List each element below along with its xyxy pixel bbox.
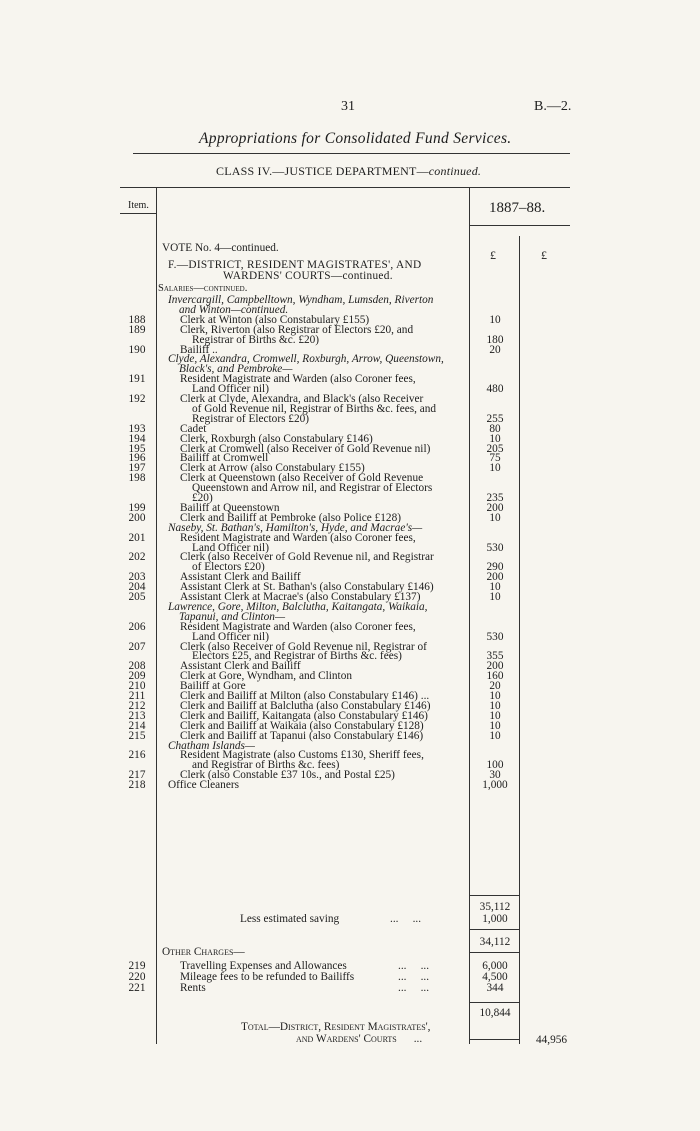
saving-label: Less estimated saving (240, 913, 340, 925)
item-amount: 20 (489, 680, 501, 693)
item-description: Travelling Expenses and Allowances (180, 960, 347, 972)
section-heading-line1: F.—DISTRICT, RESIDENT MAGISTRATES', AND (168, 259, 422, 271)
subtotal-rule-1 (470, 895, 519, 896)
item-description: Mileage fees to be refunded to Bailiffs (180, 971, 355, 983)
item-description: Clerk at Gore, Wyndham, and Clinton (180, 670, 352, 683)
item-amount: 530 (486, 541, 504, 554)
subtotal-rule-2 (470, 929, 519, 930)
item-amount: 10 (489, 729, 501, 742)
item-amount: 200 (486, 660, 504, 673)
district-group-heading: Lawrence, Gore, Milton, Balclutha, Kaitangata, Waikaia, (168, 600, 428, 613)
item-description: Clerk at Winton (also Constabulary £155) (180, 313, 370, 326)
item-amount: 255 (486, 412, 504, 425)
item-number: 207 (128, 640, 146, 653)
item-description: Assistant Clerk at Macrae's (also Constabulary £137) (180, 591, 421, 603)
item-column-header: Item. (128, 200, 149, 211)
item-number: 203 (128, 571, 146, 584)
item-number: 205 (128, 591, 146, 603)
item-description: Clerk at Arrow (also Constabulary £155) (180, 462, 365, 475)
item-description: Clerk at Clyde, Alexandra, and Black's (also Receiver (180, 393, 424, 405)
item-description: Clerk and Bailiff, Kaitangata (also Constabulary £146) (180, 709, 428, 722)
item-number: 209 (128, 670, 146, 683)
item-description: Land Officer nil) (192, 541, 269, 554)
page-title: Appropriations for Consolidated Fund Services. (199, 130, 512, 147)
item-amount: 205 (486, 442, 504, 455)
item-number: 204 (128, 581, 146, 594)
item-description: Land Officer nil) (192, 630, 269, 643)
item-description: Bailiff .. (180, 343, 218, 356)
grand-total-amount: 44,956 (536, 1034, 568, 1046)
district-group-heading: Invercargill, Campbelltown, Wyndham, Lumsden, Riverton (168, 294, 434, 306)
item-description: Clerk, Riverton (also Registrar of Electors £20, and (180, 323, 414, 336)
item-description: Bailiff at Gore (180, 680, 246, 693)
district-group-heading: Naseby, St. Bathan's, Hamilton's, Hyde, and Macrae's— (168, 521, 423, 534)
item-number: 188 (128, 313, 146, 326)
dot-leader: ... ... (398, 982, 430, 994)
item-description: of Electors £20) (192, 561, 265, 574)
item-amount: 180 (486, 333, 504, 346)
district-group-heading: and Winton—continued. (179, 303, 289, 316)
item-number: 202 (128, 551, 146, 564)
item-description: Land Officer nil) (192, 383, 269, 396)
item-number: 193 (128, 422, 146, 435)
item-number: 206 (128, 620, 146, 633)
item-description: Clerk (also Constable £37 10s., and Postal £25) (180, 769, 395, 782)
item-number: 208 (128, 660, 146, 673)
item-description: and Registrar of Births &c. fees) (192, 759, 340, 772)
item-description: Electors £25, and Registrar of Births &c. fees) (192, 650, 402, 663)
item-description: Office Cleaners (168, 779, 239, 792)
item-amount: 10 (489, 709, 501, 722)
item-amount: 10 (489, 690, 501, 702)
item-amount: 4,500 (482, 971, 508, 983)
item-description: Clerk, Roxburgh (also Constabulary £146) (180, 432, 373, 445)
item-number: 196 (128, 452, 146, 465)
item-amount: 10 (489, 313, 501, 326)
item-amount: 10 (489, 699, 501, 712)
item-amount: 235 (486, 492, 504, 504)
item-amount: 10 (489, 719, 501, 732)
item-column-divider (156, 188, 157, 1044)
item-amount: 10 (489, 511, 501, 524)
district-group-heading: Chatham Islands— (168, 739, 255, 752)
item-amount: 200 (486, 501, 504, 514)
item-description: Bailiff at Cromwell (180, 452, 269, 465)
district-group-heading: Tapanui, and Clinton— (179, 610, 285, 623)
item-number: 195 (128, 442, 146, 455)
other-charges-total: 10,844 (479, 1007, 511, 1019)
item-description: Clerk and Bailiff at Tapanui (also Constabulary £146) (180, 729, 424, 742)
item-description: Assistant Clerk and Bailiff (180, 571, 301, 584)
item-description: Clerk and Bailiff at Pembroke (also Police £128) (180, 511, 401, 524)
item-number: 213 (128, 709, 146, 722)
grand-total-label-line2: and Wardens' Courts ... (296, 1033, 423, 1045)
other-charges-heading: Other Charges— (162, 946, 245, 958)
item-description: Queenstown and Arrow nil, and Registrar of Electors (192, 482, 433, 495)
section-heading-line2: WARDENS' COURTS—continued. (223, 270, 393, 282)
item-number: 200 (128, 511, 146, 524)
item-description: Resident Magistrate and Warden (also Coroner fees, (180, 373, 416, 386)
item-number: 216 (128, 749, 146, 762)
salaries-heading: Salaries—continued. (158, 283, 248, 294)
item-description: Clerk (also Receiver of Gold Revenue nil, Registrar of (180, 640, 427, 653)
net-salaries-amount: 34,112 (479, 936, 511, 948)
item-amount: 480 (486, 383, 504, 396)
saving-amount: 1,000 (482, 913, 508, 925)
item-description: of Gold Revenue nil, Registrar of Births &c. fees, and (192, 402, 437, 415)
item-amount: 160 (486, 670, 504, 683)
dot-leader: ... ... (398, 971, 430, 983)
year-header-rule (470, 225, 570, 226)
item-number: 198 (128, 472, 146, 485)
item-amount: 30 (489, 769, 501, 782)
class-heading (216, 164, 481, 179)
item-description: £20) (192, 492, 213, 504)
item-number: 218 (128, 779, 146, 792)
item-description: Clerk and Bailiff at Balclutha (also Constabulary £146) (180, 699, 431, 712)
grand-total-label-line1: Total—District, Resident Magistrates', (241, 1021, 431, 1033)
item-number: 221 (128, 982, 146, 994)
table-top-rule (120, 187, 570, 188)
page-number: 31 (341, 99, 355, 114)
item-description: Cadet (180, 422, 207, 435)
item-description: Resident Magistrate and Warden (also Coroner fees, (180, 620, 416, 633)
item-amount: 200 (486, 571, 504, 584)
item-number: 220 (128, 971, 146, 983)
item-number: 211 (128, 690, 146, 702)
class-heading-text: CLASS IV.—JUSTICE DEPARTMENT— (216, 164, 429, 178)
item-description: Clerk at Queenstown (also Receiver of Gold Revenue (180, 472, 424, 485)
title-rule (133, 153, 570, 154)
item-amount: 100 (486, 759, 504, 772)
item-description: Resident Magistrate and Warden (also Coroner fees, (180, 531, 416, 544)
item-amount: 355 (486, 650, 504, 663)
item-amount: 10 (489, 462, 501, 475)
item-amount: 20 (489, 343, 501, 356)
dot-leader: ... ... (398, 960, 430, 972)
item-amount: 530 (486, 630, 504, 643)
item-amount: 344 (486, 982, 504, 994)
item-amount: 1,000 (482, 779, 508, 792)
item-description: Clerk at Cromwell (also Receiver of Gold Revenue nil) (180, 442, 431, 455)
currency-symbol-1: £ (490, 248, 496, 262)
item-number: 201 (128, 531, 146, 544)
grand-total-rule (470, 1039, 519, 1040)
item-description: Assistant Clerk at St. Bathan's (also Constabulary £146) (180, 581, 434, 594)
item-number: 219 (128, 960, 146, 972)
item-description: Registrar of Births &c. £20) (192, 333, 320, 346)
class-heading-continued: continued. (428, 164, 482, 178)
item-number: 215 (128, 729, 146, 742)
item-header-rule (120, 213, 156, 214)
year-header: 1887–88. (489, 200, 546, 216)
item-description: Rents (180, 982, 206, 994)
item-number: 217 (128, 769, 146, 782)
item-description: Assistant Clerk and Bailiff (180, 660, 301, 673)
item-amount: 75 (489, 452, 501, 465)
item-amount: 10 (489, 432, 501, 445)
item-amount: 290 (486, 561, 504, 574)
item-amount: 6,000 (482, 960, 508, 972)
item-amount: 10 (489, 581, 501, 594)
item-number: 199 (128, 501, 146, 514)
item-number: 189 (128, 323, 146, 336)
item-number: 192 (128, 393, 146, 405)
grand-total-label-line2-text: and Wardens' Courts (296, 1033, 397, 1045)
item-amount: 10 (489, 591, 501, 603)
item-description: Registrar of Electors £20) (192, 412, 310, 425)
item-description: Bailiff at Queenstown (180, 501, 280, 514)
district-group-heading: Clyde, Alexandra, Cromwell, Roxburgh, Arrow, Queenstown, (168, 353, 444, 366)
item-number: 214 (128, 719, 146, 732)
item-amount: 80 (489, 422, 501, 435)
item-description: Clerk and Bailiff at Milton (also Constabulary £146) ... (180, 690, 430, 702)
item-number: 210 (128, 680, 146, 693)
item-number: 212 (128, 699, 146, 712)
subtotal-rule-3 (470, 952, 519, 953)
document-code: B.—2. (534, 99, 572, 114)
item-number: 191 (128, 373, 146, 386)
other-total-rule (470, 1002, 519, 1003)
district-group-heading: Black's, and Pembroke— (179, 363, 293, 376)
item-description: Clerk (also Receiver of Gold Revenue nil, and Registrar (180, 551, 434, 564)
item-number: 197 (128, 462, 146, 475)
item-number: 194 (128, 432, 146, 445)
vote-heading: VOTE No. 4—continued. (162, 242, 279, 254)
item-description: Resident Magistrate (also Customs £130, Sheriff fees, (180, 749, 424, 762)
currency-symbol-2: £ (541, 248, 547, 262)
subtotal-amount: 35,112 (479, 901, 511, 913)
saving-leader: ... ... (390, 913, 422, 925)
item-number: 190 (128, 343, 146, 356)
item-description: Clerk and Bailiff at Waikaia (also Constabulary £128) (180, 719, 424, 732)
